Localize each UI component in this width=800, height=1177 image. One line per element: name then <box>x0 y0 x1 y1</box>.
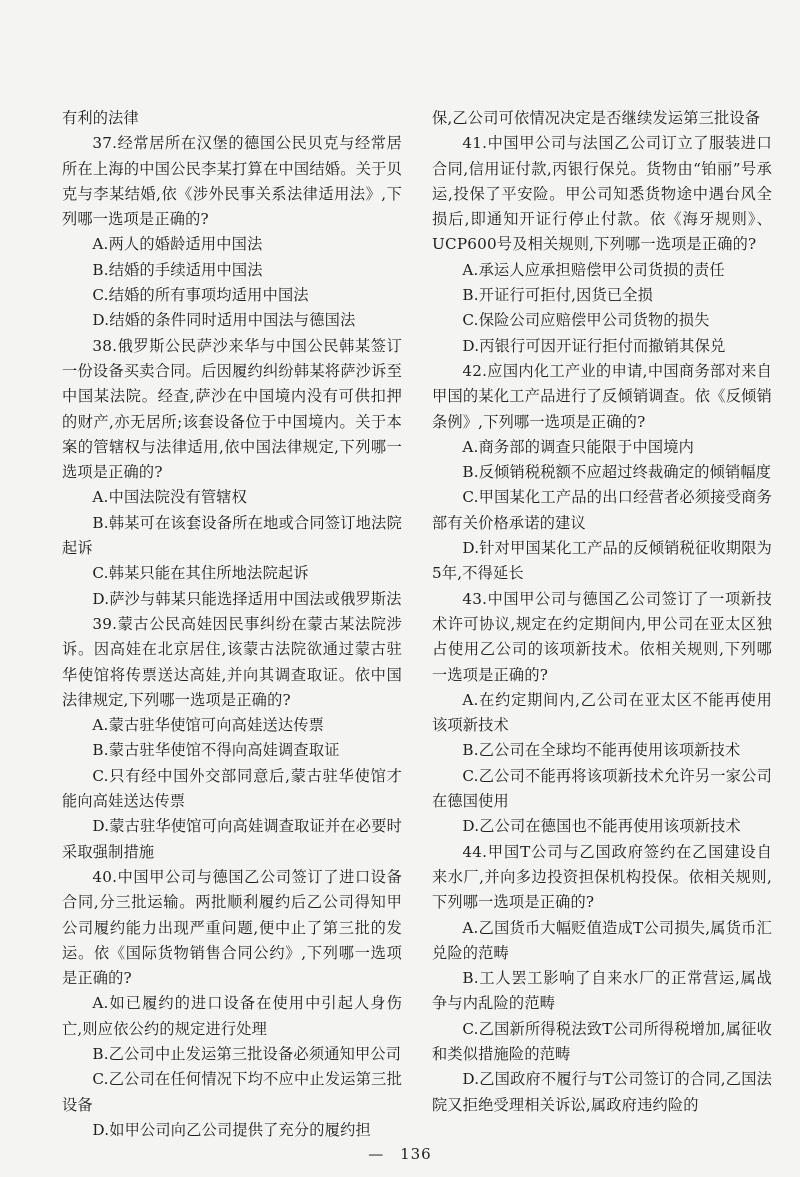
answer-option: C.乙公司不能再将该项新技术允许另一家公司在德国使用 <box>432 766 772 811</box>
answer-option: C.韩某只能在其住所地法院起诉 <box>92 564 309 583</box>
page-number: 136 <box>400 1145 432 1163</box>
footer-dash: — <box>368 1145 385 1163</box>
answer-option: B.工人罢工影响了自来水厂的正常营运,属战争与内乱险的范畴 <box>432 969 772 1013</box>
answer-option: D.乙公司在德国也不能再使用该项新技术 <box>462 817 741 836</box>
answer-option: D.蒙古驻华使馆可向高娃调查取证并在必要时采取强制措施 <box>62 817 402 861</box>
page-footer <box>0 1145 800 1163</box>
answer-option: C.结婚的所有事项均适用中国法 <box>92 286 309 305</box>
question-stem: 39.蒙古公民高娃因民事纠纷在蒙古某法院涉诉。因高娃在北京居住,该蒙古法院欲通过蒙古驻华使馆将传票送达高娃,并向其调查取证。依中国法律规定,下列哪一选项是正确的? <box>62 614 402 709</box>
continued-text: 有利的法律 <box>62 109 139 127</box>
answer-option: D.针对甲国某化工产品的反倾销税征收期限为5年,不得延长 <box>432 539 772 583</box>
answer-option: B.韩某可在该套设备所在地或合同签订地法院起诉 <box>62 513 402 558</box>
answer-option: A.在约定期间内,乙公司在亚太区不能再使用该项新技术 <box>432 690 772 735</box>
answer-option: A.蒙古驻华使馆可向高娃送达传票 <box>92 716 325 735</box>
answer-option: C.乙公司在任何情况下均不应中止发运第三批设备 <box>62 1070 402 1114</box>
question-stem: 42.应国内化工产业的申请,中国商务部对来自甲国的某化工产品进行了反倾销调查。依《反倾销条例》,下列哪一选项是正确的? <box>432 361 772 431</box>
question-stem: 38.俄罗斯公民萨沙来华与中国公民韩某签订一份设备买卖合同。后因履约纠纷韩某将萨沙诉至中国某法院。经查,萨沙在中国境内没有可供扣押的财产,亦无居所;该套设备位于中国境内。关于本案的管辖权与法律适用,依中国法律规定,下列哪一选项是正确的? <box>62 336 402 482</box>
answer-option: B.蒙古驻华使馆不得向高娃调查取证 <box>92 741 340 760</box>
answer-option: D.结婚的条件同时适用中国法与德国法 <box>92 311 356 330</box>
answer-option: A.两人的婚龄适用中国法 <box>92 235 263 254</box>
question-stem: 41.中国甲公司与法国乙公司订立了服装进口合同,信用证付款,丙银行保兑。货物由“铂丽”号承运,投保了平安险。甲公司知悉货物途中遇台风全损后,即通知开证行停止付款。依《海牙规则》、UCP600号及相关规则,下列哪一选项是正确的? <box>432 134 772 254</box>
answer-option: B.结婚的手续适用中国法 <box>92 260 263 279</box>
answer-option: A.中国法院没有管辖权 <box>92 488 248 507</box>
question-stem: 43.中国甲公司与德国乙公司签订了一项新技术许可协议,规定在约定期间内,甲公司在亚太区独占使用乙公司的该项新技术。依相关规则,下列哪一选项是正确的? <box>432 589 772 684</box>
answer-option: A.商务部的调查只能限于中国境内 <box>462 437 695 456</box>
continued-text: 保,乙公司可依情况决定是否继续发运第三批设备 <box>432 109 761 127</box>
answer-option: B.乙公司中止发运第三批设备必须通知甲公司 <box>92 1044 402 1063</box>
answer-option: C.甲国某化工产品的出口经营者必须接受商务部有关价格承诺的建议 <box>432 488 772 532</box>
answer-option: A.承运人应承担赔偿甲公司货损的责任 <box>462 260 725 279</box>
answer-option: D.萨沙与韩某只能选择适用中国法或俄罗斯法 <box>92 589 402 608</box>
answer-option: B.乙公司在全球均不能再使用该项新技术 <box>462 741 741 760</box>
answer-option: A.乙国货币大幅贬值造成T公司损失,属货币汇兑险的范畴 <box>432 918 772 962</box>
answer-option: D.如甲公司向乙公司提供了充分的履约担 <box>92 1120 371 1139</box>
answer-option: C.只有经中国外交部同意后,蒙古驻华使馆才能向高娃送达传票 <box>62 766 402 811</box>
answer-option: D.乙国政府不履行与T公司签订的合同,乙国法院又拒绝受理相关诉讼,属政府违约险的 <box>432 1070 772 1114</box>
answer-option: C.乙国新所得税法致T公司所得税增加,属征收和类似措施险的范畴 <box>432 1019 772 1063</box>
right-column <box>432 106 772 1118</box>
answer-option: A.如已履约的进口设备在使用中引起人身伤亡,则应依公约的规定进行处理 <box>62 994 402 1038</box>
answer-option: B.开证行可拒付,因货已全损 <box>462 286 654 305</box>
answer-option: B.反倾销税税额不应超过终裁确定的倾销幅度 <box>462 463 772 482</box>
left-column <box>62 106 402 1143</box>
answer-option: C.保险公司应赔偿甲公司货物的损失 <box>462 311 710 330</box>
question-stem: 37.经常居所在汉堡的德国公民贝克与经常居所在上海的中国公民李某打算在中国结婚。关于贝克与李某结婚,依《涉外民事关系法律适用法》,下列哪一选项是正确的? <box>62 134 402 229</box>
answer-option: D.丙银行可因开证行拒付而撤销其保兑 <box>462 336 726 355</box>
question-stem: 40.中国甲公司与德国乙公司签订了进口设备合同,分三批运输。两批顺利履约后乙公司得知甲公司履约能力出现严重问题,便中止了第三批的发运。依《国际货物销售合同公约》,下列哪一选项是正确的? <box>62 867 402 988</box>
question-stem: 44.甲国T公司与乙国政府签约在乙国建设自来水厂,并向多边投资担保机构投保。依相关规则,下列哪一选项是正确的? <box>432 842 772 912</box>
